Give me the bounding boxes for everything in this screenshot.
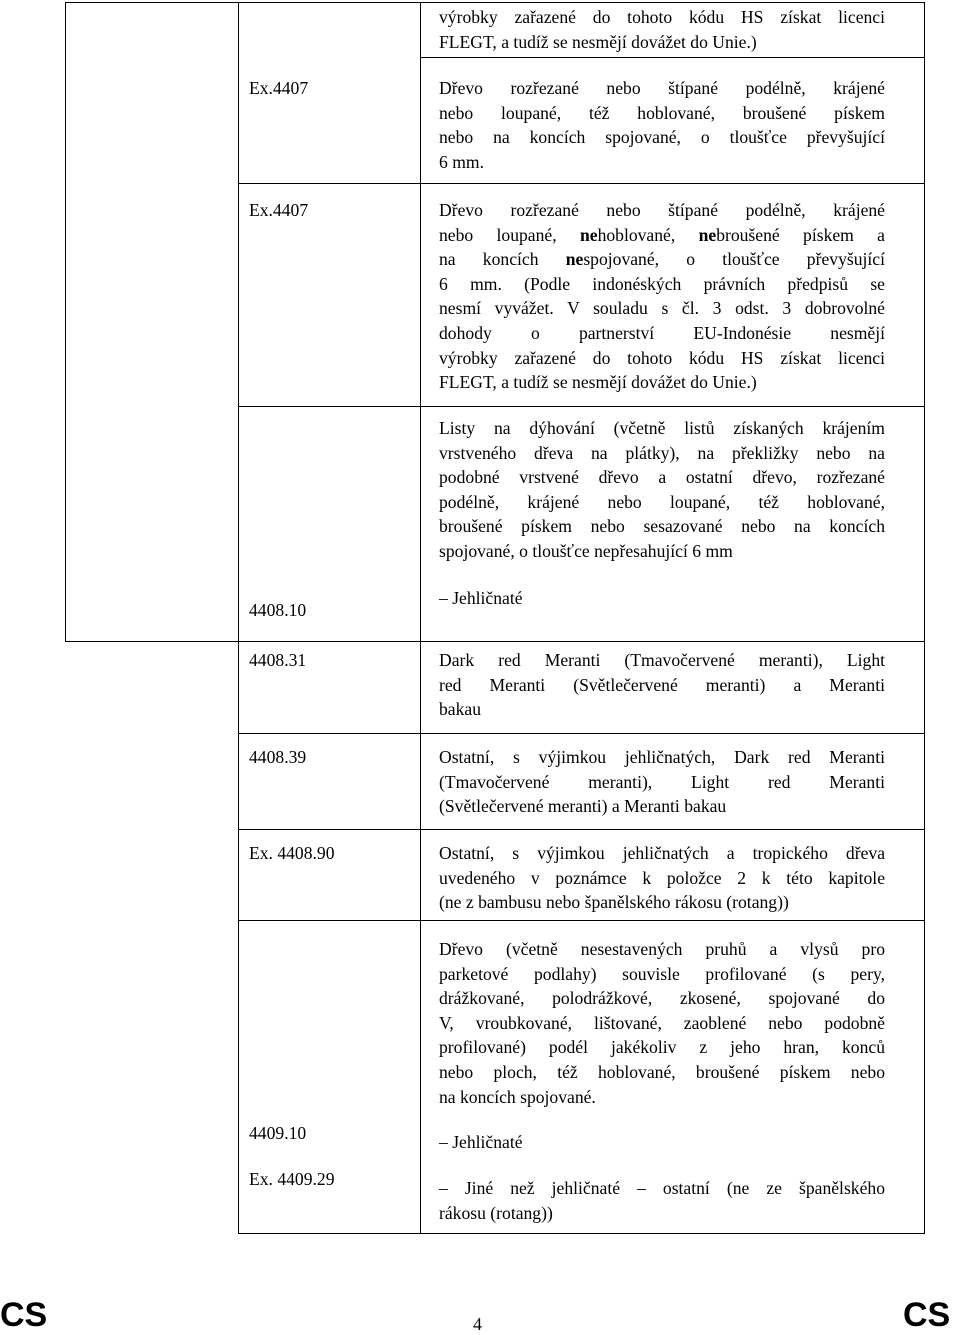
code-4408-31: 4408.31	[249, 650, 307, 670]
text-line: spojované, o tloušťce nepřesahující 6 mm	[439, 540, 733, 561]
text-line: podobné vrstvené dřevo a ostatní dřevo, rozřezané	[439, 467, 885, 488]
text-line: FLEGT, a tudíž se nesmějí dovážet do Unie.)	[439, 372, 757, 393]
text-line	[439, 223, 885, 248]
text-line: nebo na koncích spojované, o tloušťce převyšující	[439, 127, 885, 148]
text-part: spojované, o tloušťce převyšující	[583, 249, 885, 270]
text-line: dohody o partnerství EU-Indonésie nesmějí	[439, 322, 885, 343]
text-line: nebo loupané, též hoblované, broušené pískem	[439, 102, 885, 123]
desc-4407-planed	[439, 76, 885, 174]
text-line: 6 mm.	[439, 151, 484, 172]
footer-language-right: CS	[903, 1296, 951, 1334]
text-line: rákosu (rotang))	[439, 1202, 553, 1223]
text-line: Ostatní, s výjimkou jehličnatých a tropického dřeva	[439, 843, 885, 863]
text-line: broušené pískem nebo sesazované nebo na koncích	[439, 516, 885, 537]
desc-4409-profiled	[439, 937, 885, 1109]
text-line: V, vroubkované, lištované, zaoblené nebo podobně	[439, 1012, 885, 1033]
text-line: 6 mm. (Podle indonéských právních předpisů se	[439, 273, 885, 294]
desc-4409-29	[439, 1176, 885, 1225]
desc-4407-unplaned	[439, 198, 885, 395]
text-line: Ostatní, s výjimkou jehličnatých, Dark red Meranti	[439, 747, 885, 767]
text-line: red Meranti (Světlečervené meranti) a Meranti	[439, 674, 885, 695]
desc-4408-39	[439, 745, 885, 819]
text-line	[439, 247, 885, 272]
text-line: podélně, krájené nebo loupané, též hoblované,	[439, 491, 885, 512]
text-line: na koncích spojované.	[439, 1086, 596, 1107]
text-part: hoblované,	[597, 224, 699, 245]
text-line: bakau	[439, 699, 482, 720]
text-line: Dřevo rozřezané nebo štípané podélně, krájené	[439, 78, 885, 98]
text-line: Listy na dýhování (včetně listů získaných krájením	[439, 418, 885, 438]
text-line: – Jiné než jehličnaté – ostatní (ne ze španělského	[439, 1178, 885, 1198]
text-line: výrobky zařazené do tohoto kódu HS získat licenci	[439, 7, 885, 27]
bold-prefix: ne	[565, 249, 584, 270]
text-part: nebo loupané,	[439, 224, 580, 245]
text-line: nesmí vyvážet. V souladu s čl. 3 odst. 3 dobrovolné	[439, 298, 885, 319]
code-ex4407-a: Ex.4407	[249, 78, 309, 98]
desc-4408-veneer	[439, 416, 885, 564]
text-line: Dark red Meranti (Tmavočervené meranti), Light	[439, 650, 885, 670]
text-line: (Světlečervené meranti) a Meranti bakau	[439, 796, 727, 817]
page-number: 4	[473, 1314, 482, 1334]
code-4408-10: 4408.10	[249, 600, 307, 620]
text-line: (ne z bambusu nebo španělského rákosu (rotang))	[439, 892, 789, 913]
desc-4408-10-coniferous: – Jehličnaté	[439, 588, 523, 608]
text-part: broušené pískem a	[716, 224, 885, 245]
text-line: nebo ploch, též hoblované, broušené pískem nebo	[439, 1061, 885, 1082]
text-part: na koncích	[439, 249, 566, 270]
code-ex4407-b: Ex.4407	[249, 200, 309, 220]
text-line: profilované) podél jakékoliv z jeho hran, konců	[439, 1037, 885, 1058]
code-ex4408-90: Ex. 4408.90	[249, 843, 335, 863]
desc-4408-31	[439, 648, 885, 722]
text-line: Dřevo rozřezané nebo štípané podélně, krájené	[439, 200, 885, 220]
text-line: parketové podlahy) souvisle profilované (s pery,	[439, 963, 885, 984]
text-line: (Tmavočervené meranti), Light red Meranti	[439, 771, 885, 792]
footer-language-left: CS	[0, 1296, 48, 1334]
text-line: vrstveného dřeva na plátky), na překližky nebo na	[439, 442, 885, 463]
desc-4409-10-coniferous: – Jehličnaté	[439, 1132, 523, 1152]
text-line: výrobky zařazené do tohoto kódu HS získat licenci	[439, 347, 885, 368]
code-4408-39: 4408.39	[249, 747, 307, 767]
code-ex4409-29: Ex. 4409.29	[249, 1169, 335, 1189]
text-line: uvedeného v poznámce k položce 2 k této kapitole	[439, 867, 885, 888]
bold-prefix: ne	[579, 224, 598, 245]
code-4409-10: 4409.10	[249, 1123, 307, 1143]
desc-continuation	[439, 5, 885, 54]
text-line: Dřevo (včetně nesestavených pruhů a vlysů pro	[439, 939, 885, 959]
text-line: drážkované, polodrážkové, zkosené, spojované do	[439, 988, 885, 1009]
text-line: FLEGT, a tudíž se nesmějí dovážet do Unie.)	[439, 31, 757, 52]
desc-4408-90	[439, 841, 885, 915]
bold-prefix: ne	[698, 224, 717, 245]
